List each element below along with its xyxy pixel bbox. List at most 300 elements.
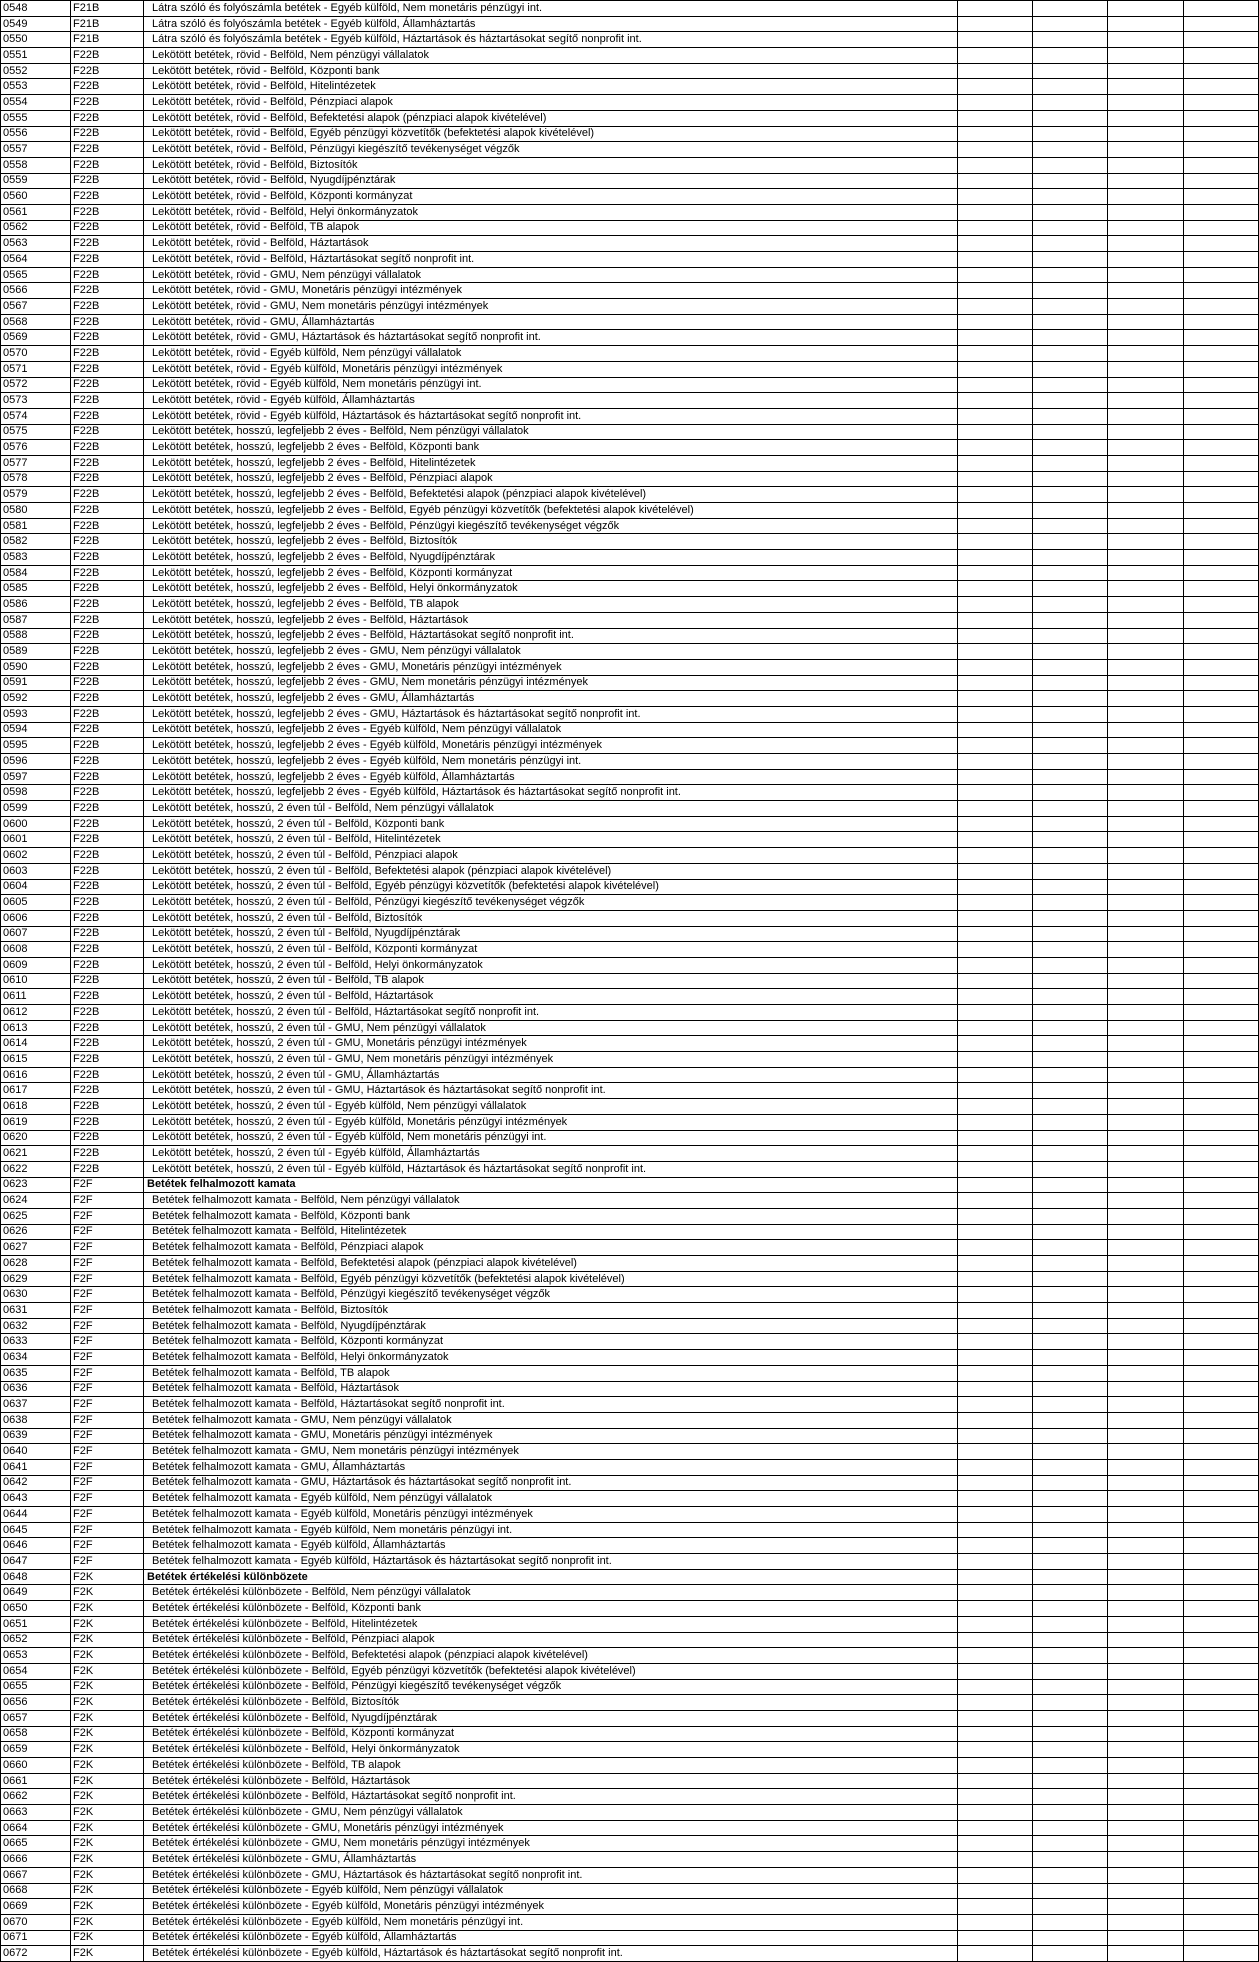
- value-cell[interactable]: [1108, 816, 1184, 832]
- value-cell[interactable]: [958, 1052, 1033, 1068]
- value-cell[interactable]: [1108, 675, 1184, 691]
- value-cell[interactable]: [1033, 1193, 1108, 1209]
- value-cell[interactable]: [1108, 1, 1184, 17]
- value-cell[interactable]: [1184, 1758, 1259, 1774]
- value-cell[interactable]: [1184, 377, 1259, 393]
- value-cell[interactable]: [958, 1428, 1033, 1444]
- value-cell[interactable]: [1033, 110, 1108, 126]
- value-cell[interactable]: [1108, 628, 1184, 644]
- value-cell[interactable]: [958, 1946, 1033, 1962]
- value-cell[interactable]: [1033, 1240, 1108, 1256]
- value-cell[interactable]: [1184, 1538, 1259, 1554]
- value-cell[interactable]: [1108, 173, 1184, 189]
- value-cell[interactable]: [1108, 1052, 1184, 1068]
- value-cell[interactable]: [958, 644, 1033, 660]
- value-cell[interactable]: [958, 1852, 1033, 1868]
- value-cell[interactable]: [958, 1099, 1033, 1115]
- value-cell[interactable]: [1033, 1397, 1108, 1413]
- value-cell[interactable]: [958, 1522, 1033, 1538]
- value-cell[interactable]: [1184, 1930, 1259, 1946]
- value-cell[interactable]: [1033, 628, 1108, 644]
- value-cell[interactable]: [958, 1, 1033, 17]
- value-cell[interactable]: [1108, 1130, 1184, 1146]
- value-cell[interactable]: [958, 659, 1033, 675]
- value-cell[interactable]: [958, 1632, 1033, 1648]
- value-cell[interactable]: [1108, 565, 1184, 581]
- value-cell[interactable]: [1184, 1710, 1259, 1726]
- value-cell[interactable]: [1108, 1820, 1184, 1836]
- value-cell[interactable]: [1033, 252, 1108, 268]
- value-cell[interactable]: [1108, 95, 1184, 111]
- value-cell[interactable]: [1184, 1146, 1259, 1162]
- value-cell[interactable]: [1108, 644, 1184, 660]
- value-cell[interactable]: [1033, 1114, 1108, 1130]
- value-cell[interactable]: [1184, 1883, 1259, 1899]
- value-cell[interactable]: [1108, 393, 1184, 409]
- value-cell[interactable]: [958, 1256, 1033, 1272]
- value-cell[interactable]: [958, 424, 1033, 440]
- value-cell[interactable]: [958, 1318, 1033, 1334]
- value-cell[interactable]: [1108, 550, 1184, 566]
- value-cell[interactable]: [958, 1569, 1033, 1585]
- value-cell[interactable]: [1033, 1710, 1108, 1726]
- value-cell[interactable]: [1108, 63, 1184, 79]
- value-cell[interactable]: [958, 1067, 1033, 1083]
- value-cell[interactable]: [1184, 1224, 1259, 1240]
- value-cell[interactable]: [958, 1899, 1033, 1915]
- value-cell[interactable]: [1184, 1522, 1259, 1538]
- value-cell[interactable]: [1184, 957, 1259, 973]
- value-cell[interactable]: [1033, 63, 1108, 79]
- value-cell[interactable]: [1033, 738, 1108, 754]
- value-cell[interactable]: [1033, 989, 1108, 1005]
- value-cell[interactable]: [1108, 1710, 1184, 1726]
- value-cell[interactable]: [1184, 1507, 1259, 1523]
- value-cell[interactable]: [958, 879, 1033, 895]
- value-cell[interactable]: [1033, 236, 1108, 252]
- value-cell[interactable]: [1033, 1585, 1108, 1601]
- value-cell[interactable]: [1033, 973, 1108, 989]
- value-cell[interactable]: [958, 973, 1033, 989]
- value-cell[interactable]: [1184, 32, 1259, 48]
- value-cell[interactable]: [1184, 424, 1259, 440]
- value-cell[interactable]: [1184, 1428, 1259, 1444]
- value-cell[interactable]: [1033, 1318, 1108, 1334]
- value-cell[interactable]: [958, 1240, 1033, 1256]
- value-cell[interactable]: [1184, 785, 1259, 801]
- value-cell[interactable]: [1184, 1679, 1259, 1695]
- value-cell[interactable]: [1184, 895, 1259, 911]
- value-cell[interactable]: [1108, 220, 1184, 236]
- value-cell[interactable]: [1108, 1648, 1184, 1664]
- value-cell[interactable]: [1184, 204, 1259, 220]
- value-cell[interactable]: [1033, 16, 1108, 32]
- value-cell[interactable]: [1033, 1083, 1108, 1099]
- value-cell[interactable]: [1184, 1444, 1259, 1460]
- value-cell[interactable]: [1033, 283, 1108, 299]
- value-cell[interactable]: [1184, 659, 1259, 675]
- value-cell[interactable]: [958, 1334, 1033, 1350]
- value-cell[interactable]: [1108, 142, 1184, 158]
- value-cell[interactable]: [1033, 691, 1108, 707]
- value-cell[interactable]: [1184, 1663, 1259, 1679]
- value-cell[interactable]: [1184, 628, 1259, 644]
- value-cell[interactable]: [1033, 1052, 1108, 1068]
- value-cell[interactable]: [958, 220, 1033, 236]
- value-cell[interactable]: [1184, 1459, 1259, 1475]
- value-cell[interactable]: [1033, 1005, 1108, 1021]
- value-cell[interactable]: [958, 346, 1033, 362]
- value-cell[interactable]: [1108, 691, 1184, 707]
- value-cell[interactable]: [1033, 1491, 1108, 1507]
- value-cell[interactable]: [1108, 1554, 1184, 1570]
- value-cell[interactable]: [1108, 1208, 1184, 1224]
- value-cell[interactable]: [958, 1554, 1033, 1570]
- value-cell[interactable]: [1108, 79, 1184, 95]
- value-cell[interactable]: [1033, 1475, 1108, 1491]
- value-cell[interactable]: [958, 675, 1033, 691]
- value-cell[interactable]: [958, 942, 1033, 958]
- value-cell[interactable]: [1184, 1240, 1259, 1256]
- value-cell[interactable]: [1108, 1146, 1184, 1162]
- value-cell[interactable]: [958, 910, 1033, 926]
- value-cell[interactable]: [1108, 769, 1184, 785]
- value-cell[interactable]: [958, 1161, 1033, 1177]
- value-cell[interactable]: [1033, 1930, 1108, 1946]
- value-cell[interactable]: [958, 550, 1033, 566]
- value-cell[interactable]: [1108, 314, 1184, 330]
- value-cell[interactable]: [1108, 487, 1184, 503]
- value-cell[interactable]: [1108, 299, 1184, 315]
- value-cell[interactable]: [1108, 534, 1184, 550]
- value-cell[interactable]: [1108, 1334, 1184, 1350]
- value-cell[interactable]: [958, 1914, 1033, 1930]
- value-cell[interactable]: [1033, 1412, 1108, 1428]
- value-cell[interactable]: [1184, 801, 1259, 817]
- value-cell[interactable]: [1184, 16, 1259, 32]
- value-cell[interactable]: [1108, 1883, 1184, 1899]
- value-cell[interactable]: [958, 722, 1033, 738]
- value-cell[interactable]: [1033, 267, 1108, 283]
- value-cell[interactable]: [1108, 1946, 1184, 1962]
- value-cell[interactable]: [1033, 848, 1108, 864]
- value-cell[interactable]: [1033, 518, 1108, 534]
- value-cell[interactable]: [958, 1491, 1033, 1507]
- value-cell[interactable]: [1033, 1695, 1108, 1711]
- value-cell[interactable]: [1033, 487, 1108, 503]
- value-cell[interactable]: [958, 926, 1033, 942]
- value-cell[interactable]: [1033, 832, 1108, 848]
- value-cell[interactable]: [1108, 518, 1184, 534]
- value-cell[interactable]: [1108, 659, 1184, 675]
- value-cell[interactable]: [1108, 1428, 1184, 1444]
- value-cell[interactable]: [1108, 1193, 1184, 1209]
- value-cell[interactable]: [1033, 597, 1108, 613]
- value-cell[interactable]: [1184, 832, 1259, 848]
- value-cell[interactable]: [1033, 1067, 1108, 1083]
- value-cell[interactable]: [1108, 1507, 1184, 1523]
- value-cell[interactable]: [1108, 1726, 1184, 1742]
- value-cell[interactable]: [1184, 1946, 1259, 1962]
- value-cell[interactable]: [1184, 910, 1259, 926]
- value-cell[interactable]: [1033, 534, 1108, 550]
- value-cell[interactable]: [1033, 1899, 1108, 1915]
- value-cell[interactable]: [1108, 408, 1184, 424]
- value-cell[interactable]: [1033, 142, 1108, 158]
- value-cell[interactable]: [958, 989, 1033, 1005]
- value-cell[interactable]: [958, 455, 1033, 471]
- value-cell[interactable]: [1033, 1773, 1108, 1789]
- value-cell[interactable]: [1033, 659, 1108, 675]
- value-cell[interactable]: [1184, 1130, 1259, 1146]
- value-cell[interactable]: [1033, 408, 1108, 424]
- value-cell[interactable]: [1108, 1522, 1184, 1538]
- value-cell[interactable]: [1184, 79, 1259, 95]
- value-cell[interactable]: [1033, 503, 1108, 519]
- value-cell[interactable]: [958, 377, 1033, 393]
- value-cell[interactable]: [958, 518, 1033, 534]
- value-cell[interactable]: [1108, 1224, 1184, 1240]
- value-cell[interactable]: [1108, 1318, 1184, 1334]
- value-cell[interactable]: [1184, 440, 1259, 456]
- value-cell[interactable]: [958, 1036, 1033, 1052]
- value-cell[interactable]: [1033, 1601, 1108, 1617]
- value-cell[interactable]: [1184, 550, 1259, 566]
- value-cell[interactable]: [1108, 1930, 1184, 1946]
- value-cell[interactable]: [1184, 738, 1259, 754]
- value-cell[interactable]: [1108, 973, 1184, 989]
- value-cell[interactable]: [1184, 126, 1259, 142]
- value-cell[interactable]: [958, 1773, 1033, 1789]
- value-cell[interactable]: [1033, 1679, 1108, 1695]
- value-cell[interactable]: [1033, 220, 1108, 236]
- value-cell[interactable]: [958, 1836, 1033, 1852]
- value-cell[interactable]: [1184, 1632, 1259, 1648]
- value-cell[interactable]: [958, 440, 1033, 456]
- value-cell[interactable]: [1108, 1773, 1184, 1789]
- value-cell[interactable]: [958, 32, 1033, 48]
- value-cell[interactable]: [1033, 1334, 1108, 1350]
- value-cell[interactable]: [1033, 1287, 1108, 1303]
- value-cell[interactable]: [1033, 942, 1108, 958]
- value-cell[interactable]: [1033, 455, 1108, 471]
- value-cell[interactable]: [958, 283, 1033, 299]
- value-cell[interactable]: [1184, 267, 1259, 283]
- value-cell[interactable]: [1033, 32, 1108, 48]
- value-cell[interactable]: [1108, 204, 1184, 220]
- value-cell[interactable]: [1033, 1648, 1108, 1664]
- value-cell[interactable]: [1108, 1789, 1184, 1805]
- value-cell[interactable]: [1033, 377, 1108, 393]
- value-cell[interactable]: [1108, 361, 1184, 377]
- value-cell[interactable]: [1184, 926, 1259, 942]
- value-cell[interactable]: [958, 1867, 1033, 1883]
- value-cell[interactable]: [958, 1805, 1033, 1821]
- value-cell[interactable]: [958, 1177, 1033, 1193]
- value-cell[interactable]: [1184, 754, 1259, 770]
- value-cell[interactable]: [1033, 785, 1108, 801]
- value-cell[interactable]: [958, 1303, 1033, 1319]
- value-cell[interactable]: [1184, 1789, 1259, 1805]
- value-cell[interactable]: [958, 1193, 1033, 1209]
- value-cell[interactable]: [958, 1459, 1033, 1475]
- value-cell[interactable]: [1184, 518, 1259, 534]
- value-cell[interactable]: [1184, 142, 1259, 158]
- value-cell[interactable]: [1033, 361, 1108, 377]
- value-cell[interactable]: [1184, 879, 1259, 895]
- value-cell[interactable]: [1184, 283, 1259, 299]
- value-cell[interactable]: [1108, 346, 1184, 362]
- value-cell[interactable]: [1033, 1883, 1108, 1899]
- value-cell[interactable]: [1108, 1491, 1184, 1507]
- value-cell[interactable]: [1184, 1836, 1259, 1852]
- value-cell[interactable]: [1033, 424, 1108, 440]
- value-cell[interactable]: [1184, 1695, 1259, 1711]
- value-cell[interactable]: [1108, 1805, 1184, 1821]
- value-cell[interactable]: [1033, 957, 1108, 973]
- value-cell[interactable]: [1108, 1616, 1184, 1632]
- value-cell[interactable]: [958, 1507, 1033, 1523]
- value-cell[interactable]: [1033, 1507, 1108, 1523]
- value-cell[interactable]: [1184, 1569, 1259, 1585]
- value-cell[interactable]: [1184, 1036, 1259, 1052]
- value-cell[interactable]: [1184, 973, 1259, 989]
- value-cell[interactable]: [1033, 157, 1108, 173]
- value-cell[interactable]: [1184, 1020, 1259, 1036]
- value-cell[interactable]: [1033, 1177, 1108, 1193]
- value-cell[interactable]: [1184, 1083, 1259, 1099]
- value-cell[interactable]: [1108, 1679, 1184, 1695]
- value-cell[interactable]: [1033, 1020, 1108, 1036]
- value-cell[interactable]: [958, 738, 1033, 754]
- value-cell[interactable]: [1184, 706, 1259, 722]
- value-cell[interactable]: [1108, 455, 1184, 471]
- value-cell[interactable]: [958, 189, 1033, 205]
- value-cell[interactable]: [1033, 895, 1108, 911]
- value-cell[interactable]: [958, 1710, 1033, 1726]
- value-cell[interactable]: [1108, 612, 1184, 628]
- value-cell[interactable]: [1108, 926, 1184, 942]
- value-cell[interactable]: [958, 471, 1033, 487]
- value-cell[interactable]: [1033, 1130, 1108, 1146]
- value-cell[interactable]: [1033, 675, 1108, 691]
- value-cell[interactable]: [958, 597, 1033, 613]
- value-cell[interactable]: [958, 769, 1033, 785]
- value-cell[interactable]: [1108, 1365, 1184, 1381]
- value-cell[interactable]: [958, 173, 1033, 189]
- value-cell[interactable]: [1184, 95, 1259, 111]
- value-cell[interactable]: [958, 1130, 1033, 1146]
- value-cell[interactable]: [1108, 1256, 1184, 1272]
- value-cell[interactable]: [1033, 1522, 1108, 1538]
- value-cell[interactable]: [1184, 1193, 1259, 1209]
- value-cell[interactable]: [1108, 48, 1184, 64]
- value-cell[interactable]: [1108, 706, 1184, 722]
- value-cell[interactable]: [958, 581, 1033, 597]
- value-cell[interactable]: [1108, 1475, 1184, 1491]
- value-cell[interactable]: [1033, 910, 1108, 926]
- value-cell[interactable]: [1184, 1601, 1259, 1617]
- value-cell[interactable]: [958, 1930, 1033, 1946]
- value-cell[interactable]: [1108, 801, 1184, 817]
- value-cell[interactable]: [1184, 110, 1259, 126]
- value-cell[interactable]: [1033, 95, 1108, 111]
- value-cell[interactable]: [1184, 330, 1259, 346]
- value-cell[interactable]: [958, 1679, 1033, 1695]
- value-cell[interactable]: [958, 487, 1033, 503]
- value-cell[interactable]: [1108, 157, 1184, 173]
- value-cell[interactable]: [1033, 1946, 1108, 1962]
- value-cell[interactable]: [1033, 1161, 1108, 1177]
- value-cell[interactable]: [1184, 675, 1259, 691]
- value-cell[interactable]: [958, 63, 1033, 79]
- value-cell[interactable]: [1108, 1632, 1184, 1648]
- value-cell[interactable]: [1033, 1099, 1108, 1115]
- value-cell[interactable]: [1108, 1836, 1184, 1852]
- value-cell[interactable]: [1108, 785, 1184, 801]
- value-cell[interactable]: [1108, 1240, 1184, 1256]
- value-cell[interactable]: [958, 126, 1033, 142]
- value-cell[interactable]: [958, 1350, 1033, 1366]
- value-cell[interactable]: [1184, 1852, 1259, 1868]
- value-cell[interactable]: [1108, 1036, 1184, 1052]
- value-cell[interactable]: [958, 1271, 1033, 1287]
- value-cell[interactable]: [1184, 1381, 1259, 1397]
- value-cell[interactable]: [1108, 895, 1184, 911]
- value-cell[interactable]: [1033, 440, 1108, 456]
- value-cell[interactable]: [958, 565, 1033, 581]
- value-cell[interactable]: [1108, 754, 1184, 770]
- value-cell[interactable]: [1033, 1444, 1108, 1460]
- value-cell[interactable]: [1184, 1773, 1259, 1789]
- value-cell[interactable]: [1108, 1114, 1184, 1130]
- value-cell[interactable]: [958, 1444, 1033, 1460]
- value-cell[interactable]: [958, 1820, 1033, 1836]
- value-cell[interactable]: [1108, 738, 1184, 754]
- value-cell[interactable]: [1108, 283, 1184, 299]
- value-cell[interactable]: [1184, 1161, 1259, 1177]
- value-cell[interactable]: [1108, 1099, 1184, 1115]
- value-cell[interactable]: [1108, 471, 1184, 487]
- value-cell[interactable]: [1033, 754, 1108, 770]
- value-cell[interactable]: [1108, 440, 1184, 456]
- value-cell[interactable]: [1033, 126, 1108, 142]
- value-cell[interactable]: [1108, 377, 1184, 393]
- value-cell[interactable]: [1033, 1726, 1108, 1742]
- value-cell[interactable]: [1033, 1381, 1108, 1397]
- value-cell[interactable]: [958, 95, 1033, 111]
- value-cell[interactable]: [1033, 1365, 1108, 1381]
- value-cell[interactable]: [1108, 1397, 1184, 1413]
- value-cell[interactable]: [958, 1883, 1033, 1899]
- value-cell[interactable]: [1184, 1867, 1259, 1883]
- value-cell[interactable]: [1033, 330, 1108, 346]
- value-cell[interactable]: [1108, 1569, 1184, 1585]
- value-cell[interactable]: [1033, 1256, 1108, 1272]
- value-cell[interactable]: [958, 801, 1033, 817]
- value-cell[interactable]: [1184, 942, 1259, 958]
- value-cell[interactable]: [1184, 220, 1259, 236]
- value-cell[interactable]: [1108, 16, 1184, 32]
- value-cell[interactable]: [958, 299, 1033, 315]
- value-cell[interactable]: [1184, 612, 1259, 628]
- value-cell[interactable]: [1184, 722, 1259, 738]
- value-cell[interactable]: [958, 1663, 1033, 1679]
- value-cell[interactable]: [958, 1005, 1033, 1021]
- value-cell[interactable]: [1108, 1412, 1184, 1428]
- value-cell[interactable]: [958, 1365, 1033, 1381]
- value-cell[interactable]: [1108, 863, 1184, 879]
